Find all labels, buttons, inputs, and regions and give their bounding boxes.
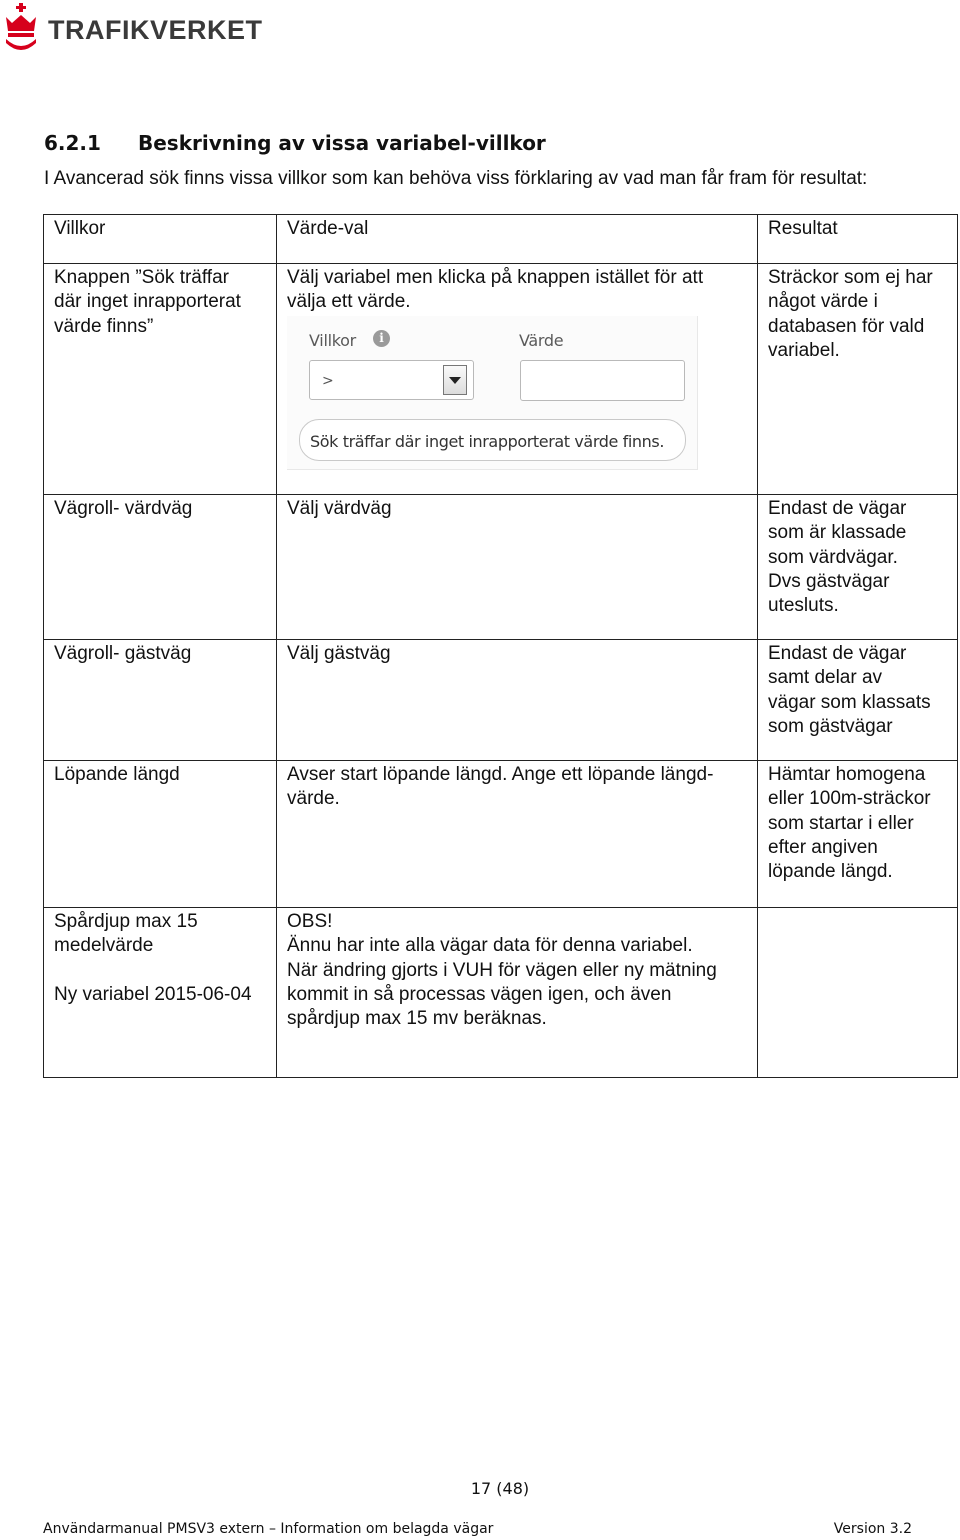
text-line: Välj gästväg [287,643,391,664]
text-line: medelvärde [54,935,154,957]
intro-text: I Avancerad sök finns vissa villkor som kan behöva viss förklaring av vad man får fram för resultat: [44,168,868,189]
text-line: Hämtar homogena [768,764,926,785]
cell-varde [277,761,758,908]
blank-line [54,959,266,983]
text-line: Välj variabel men klicka på knappen istället för att [287,267,704,288]
table-row [44,761,958,908]
text-line: Vägroll- värdväg [54,498,193,519]
text-line: Dvs gästvägar [768,570,890,592]
text-line: som gästvägar [768,715,893,737]
text-line: efter angiven [768,836,878,858]
cell-resultat [758,761,958,908]
table-row [44,264,958,495]
text-line: som startar i eller [768,812,914,834]
trafikverket-logo [2,2,263,52]
header-resultat: Resultat [758,215,958,264]
text-line: Vägroll- gästväg [54,643,192,664]
varde-label: Värde [519,330,564,350]
search-empty-value-button[interactable] [299,419,686,461]
text-line: kommit in så processas vägen igen, och även [287,983,672,1005]
text-line: vägar som klassats [768,691,931,713]
crown-logo-icon [2,3,40,51]
text-line: Endast de vägar [768,498,907,519]
chevron-down-icon [449,377,461,384]
table-row [44,908,958,1078]
text-line: Sträckor som ej har [768,267,933,288]
header-villkor: Villkor [44,215,277,264]
table-header-row [44,215,958,264]
select-value: > [322,372,334,389]
text-line: När ändring gjorts i VUH för vägen eller ny mätning [287,959,717,981]
text-line: värde. [287,788,340,810]
text-line: Spårdjup max 15 [54,911,198,932]
villkor-label: Villkor [309,330,356,350]
logo-text: TRAFIKVERKET [48,14,263,45]
page-number: 17 (48) [470,1479,530,1498]
info-icon: i [373,330,390,347]
text-line: Ny variabel 2015-06-04 [54,983,252,1005]
footer-document-title: Användarmanual PMSV3 extern – Information om belagda vägar [43,1521,494,1537]
text-line: Endast de vägar [768,643,907,664]
cell-villkor [44,495,277,640]
table-row [44,495,958,640]
cell-resultat [758,264,958,495]
cell-resultat [758,495,958,640]
text-line: Löpande längd [54,764,180,785]
cell-villkor [44,761,277,908]
cell-resultat [758,640,958,761]
cell-villkor [44,264,277,495]
text-line: utesluts. [768,595,839,617]
cell-varde [277,908,758,1078]
text-line: välja ett värde. [287,291,411,313]
text-line: löpande längd. [768,861,893,883]
text-line: värde finns” [54,315,154,337]
section-heading [44,131,546,155]
text-line: som är klassade [768,522,907,544]
villkor-select[interactable] [309,360,474,400]
text-line: databasen för vald [768,315,925,337]
conditions-table [43,214,958,1078]
cell-villkor [44,908,277,1078]
text-line: variabel. [768,339,840,361]
cell-varde [277,264,758,495]
text-line: Välj värdväg [287,498,392,519]
text-line: där inget inrapporterat [54,291,241,313]
section-title: Beskrivning av vissa variabel-villkor [138,131,546,155]
cell-varde [277,495,758,640]
text-line: Avser start löpande längd. Ange ett löpande längd- [287,764,714,785]
cell-villkor [44,640,277,761]
section-number: 6.2.1 [44,131,101,155]
table-row [44,640,958,761]
text-line: eller 100m-sträckor [768,788,931,810]
text-line: som värdvägar. [768,546,898,568]
cell-varde [277,640,758,761]
footer-version: Version 3.2 [833,1521,912,1537]
cell-resultat [758,908,958,1078]
text-line: något värde i [768,291,878,313]
text-line: OBS! [287,911,333,932]
text-line: samt delar av [768,667,883,689]
text-line: Knappen ”Sök träffar [54,267,229,288]
varde-input[interactable] [520,360,685,401]
search-empty-value-label: Sök träffar där inget inrapporterat värde finns. [310,431,665,451]
dropdown-button[interactable] [443,365,467,395]
header-varde-val: Värde-val [277,215,758,264]
text-line: spårdjup max 15 mv beräknas. [287,1008,547,1030]
text-line: Ännu har inte alla vägar data för denna variabel. [287,935,693,957]
search-ui-screenshot [287,316,699,471]
